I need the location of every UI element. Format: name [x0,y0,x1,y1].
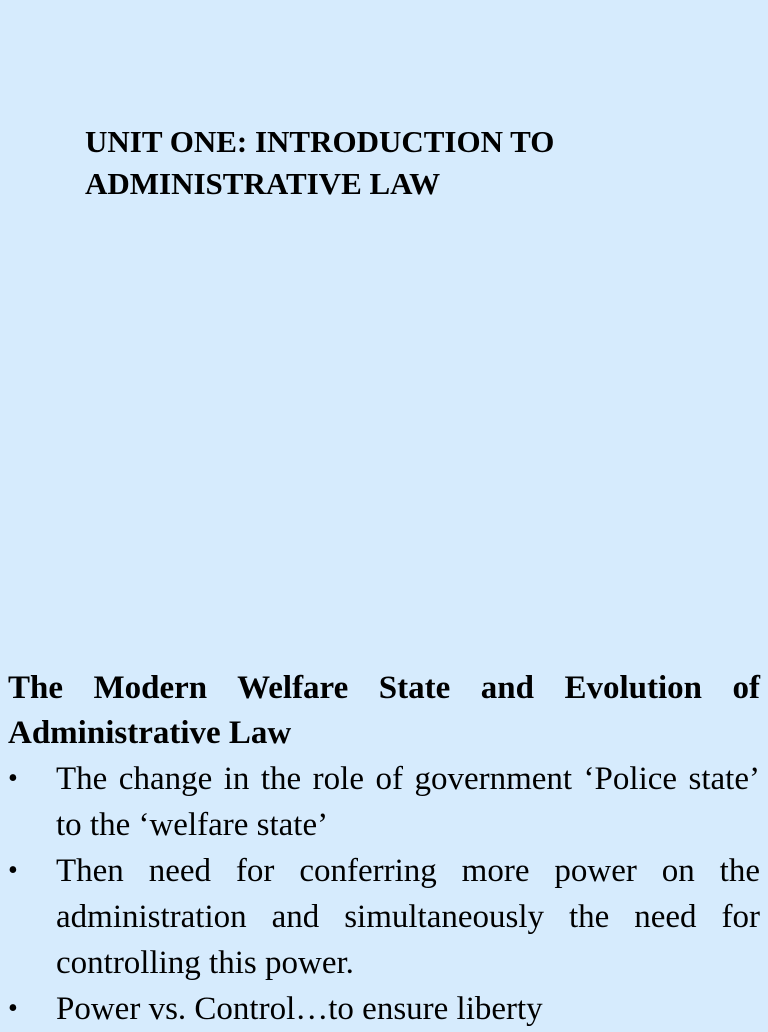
section-heading: The Modern Welfare State and Evolution of Administrative Law [8,670,760,751]
unit-title-line-1: UNIT ONE: INTRODUCTION TO [85,124,555,159]
welfare-state-section [8,666,760,1032]
list-item [8,756,760,848]
list-item [8,848,760,986]
bullet-icon: • [8,993,18,1024]
unit-title-line-2: ADMINISTRATIVE LAW [85,166,441,201]
bullet-text: Then need for conferring more power on the administration and simultaneously the need for controlling this power. [56,853,760,981]
list-item [8,986,760,1032]
bullet-text: The change in the role of government ‘Police state’ to the ‘welfare state’ [56,761,760,843]
bullet-list [8,756,760,1032]
bullet-icon: • [8,763,18,794]
unit-title [85,121,705,205]
bullet-icon: • [8,855,18,886]
bullet-text: Power vs. Control…to ensure liberty [56,991,543,1027]
